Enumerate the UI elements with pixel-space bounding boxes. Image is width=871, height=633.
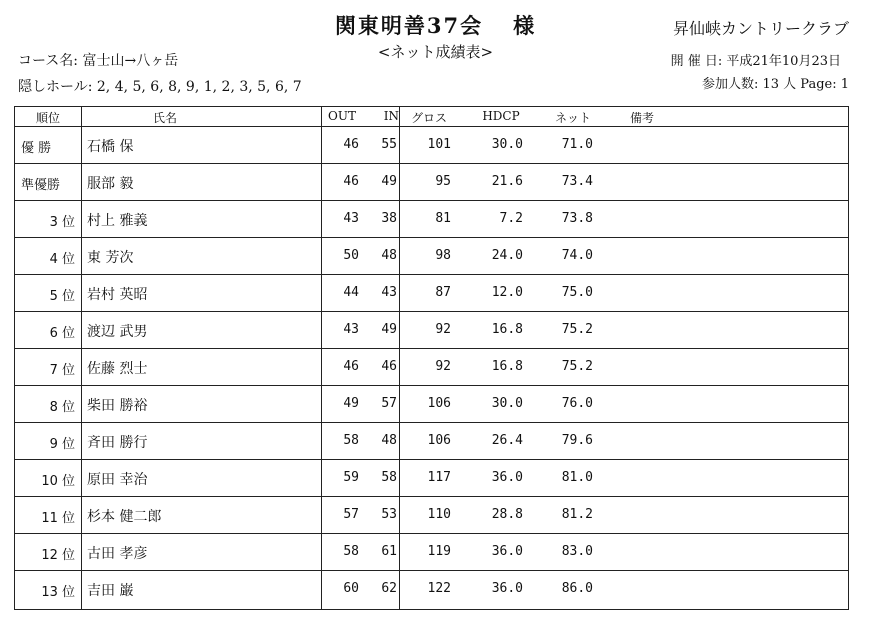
table-row-out: 57 [343, 507, 359, 522]
table-row-out: 58 [343, 433, 359, 448]
table-row-hdcp: 36.0 [491, 581, 523, 596]
table-row-hdcp: 36.0 [491, 470, 523, 485]
table-row-out: 60 [343, 581, 359, 596]
table-row-in: 48 [381, 433, 397, 448]
column-header-rank: 順位 [35, 111, 60, 125]
table-row-divider [15, 237, 848, 238]
table-row-net: 75.0 [561, 285, 593, 300]
table-row-rank: 13 位 [41, 585, 75, 600]
table-row-gross: 122 [427, 581, 451, 596]
table-row-divider [15, 496, 848, 497]
table-row-name: 東 芳次 [87, 250, 134, 266]
table-row-net: 75.2 [561, 322, 593, 337]
table-row-rank: 12 位 [41, 548, 75, 563]
table-row-gross: 81 [435, 211, 451, 226]
table-row-gross: 110 [427, 507, 451, 522]
table-row-rank: 8 位 [49, 400, 75, 415]
table-row-name: 柴田 勝裕 [87, 398, 148, 414]
table-row-divider [15, 533, 848, 534]
table-row-rank: 7 位 [49, 363, 75, 378]
table-row-name: 服部 毅 [87, 176, 134, 192]
table-row-hdcp: 7.2 [499, 211, 523, 226]
table-row-out: 59 [343, 470, 359, 485]
column-header-out: OUT [328, 109, 356, 123]
table-row-in: 62 [381, 581, 397, 596]
table-row-name: 渡辺 武男 [87, 324, 148, 340]
table-row-rank: 3 位 [49, 215, 75, 230]
table-row-in: 58 [381, 470, 397, 485]
table-row-net: 83.0 [561, 544, 593, 559]
event-date: 開 催 日: 平成21年10月23日 [670, 54, 841, 69]
table-row-name: 杉本 健二郎 [87, 509, 162, 525]
column-header-gross: グロス [410, 111, 447, 125]
table-row-hdcp: 36.0 [491, 544, 523, 559]
table-row-hdcp: 24.0 [491, 248, 523, 263]
table-row-divider [15, 422, 848, 423]
table-row-net: 81.2 [561, 507, 593, 522]
table-row-name: 佐藤 烈士 [87, 361, 148, 377]
table-row-in: 48 [381, 248, 397, 263]
table-row-rank: 10 位 [41, 474, 75, 489]
table-row-divider [15, 348, 848, 349]
table-row-gross: 98 [435, 248, 451, 263]
table-row-out: 49 [343, 396, 359, 411]
table-row-in: 55 [381, 137, 397, 152]
table-row-in: 61 [381, 544, 397, 559]
table-row-name: 吉田 巌 [87, 583, 134, 599]
table-row-rank: 6 位 [49, 326, 75, 341]
table-row-in: 53 [381, 507, 397, 522]
table-row-net: 75.2 [561, 359, 593, 374]
table-row-out: 58 [343, 544, 359, 559]
table-row-name: 岩村 英昭 [87, 287, 148, 303]
table-row-divider [15, 459, 848, 460]
table-row-in: 57 [381, 396, 397, 411]
table-row-gross: 92 [435, 359, 451, 374]
table-header-divider [15, 126, 848, 127]
results-table [14, 106, 849, 610]
table-row-rank: 9 位 [49, 437, 75, 452]
table-row-rank: 5 位 [49, 289, 75, 304]
course-name: コース名: 富士山→八ヶ岳 [18, 53, 179, 69]
table-row-net: 71.0 [561, 137, 593, 152]
table-row-out: 46 [343, 137, 359, 152]
table-row-rank: 11 位 [41, 511, 75, 526]
table-row-rank: 準優勝 [21, 178, 61, 193]
column-header-net: ネット [554, 111, 591, 125]
table-row-hdcp: 28.8 [491, 507, 523, 522]
table-row-name: 石橋 保 [87, 139, 134, 155]
table-row-net: 73.4 [561, 174, 593, 189]
table-row-in: 49 [381, 322, 397, 337]
table-row-in: 38 [381, 211, 397, 226]
table-row-gross: 101 [427, 137, 451, 152]
column-header-in: IN [383, 109, 399, 123]
column-header-notes: 備考 [630, 111, 655, 125]
table-row-hdcp: 30.0 [491, 396, 523, 411]
participant-count: 参加人数: 13 人 Page: 1 [701, 77, 849, 92]
table-row-out: 46 [343, 359, 359, 374]
table-row-hdcp: 26.4 [491, 433, 523, 448]
table-row-out: 43 [343, 211, 359, 226]
table-row-out: 46 [343, 174, 359, 189]
table-row-divider [15, 200, 848, 201]
table-row-net: 79.6 [561, 433, 593, 448]
column-header-name: 氏名 [152, 111, 177, 125]
table-row-divider [15, 385, 848, 386]
table-row-divider [15, 163, 848, 164]
table-row-net: 73.8 [561, 211, 593, 226]
table-row-name: 斉田 勝行 [87, 435, 148, 451]
table-row-hdcp: 12.0 [491, 285, 523, 300]
table-row-divider [15, 570, 848, 571]
table-row-rank: 4 位 [49, 252, 75, 267]
table-row-out: 43 [343, 322, 359, 337]
table-row-rank: 優 勝 [21, 141, 52, 156]
table-row-hdcp: 21.6 [491, 174, 523, 189]
table-row-gross: 87 [435, 285, 451, 300]
table-row-in: 46 [381, 359, 397, 374]
table-row-out: 50 [343, 248, 359, 263]
table-row-gross: 119 [427, 544, 451, 559]
table-row-net: 74.0 [561, 248, 593, 263]
table-row-hdcp: 30.0 [491, 137, 523, 152]
table-row-divider [15, 274, 848, 275]
table-row-in: 43 [381, 285, 397, 300]
table-row-name: 古田 孝彦 [87, 546, 148, 562]
table-row-divider [15, 311, 848, 312]
table-row-name: 原田 幸治 [87, 472, 148, 488]
table-row-in: 49 [381, 174, 397, 189]
title-main: 関東明善37会 [334, 13, 484, 38]
table-row-hdcp: 16.8 [491, 322, 523, 337]
table-row-gross: 106 [427, 433, 451, 448]
document-subtitle: <ネット成績表> [377, 43, 494, 61]
table-row-hdcp: 16.8 [491, 359, 523, 374]
column-header-hdcp: HDCP [482, 109, 520, 123]
table-row-gross: 106 [427, 396, 451, 411]
table-row-net: 76.0 [561, 396, 593, 411]
table-row-gross: 95 [435, 174, 451, 189]
title-suffix: 様 [513, 13, 537, 38]
table-row-net: 86.0 [561, 581, 593, 596]
table-row-gross: 92 [435, 322, 451, 337]
hidden-holes: 隠しホール: 2, 4, 5, 6, 8, 9, 1, 2, 3, 5, 6, 7 [18, 79, 302, 95]
table-row-name: 村上 雅義 [87, 213, 148, 229]
table-row-net: 81.0 [561, 470, 593, 485]
table-row-out: 44 [343, 285, 359, 300]
club-name: 昇仙峡カントリークラブ [672, 19, 849, 38]
table-row-gross: 117 [427, 470, 451, 485]
